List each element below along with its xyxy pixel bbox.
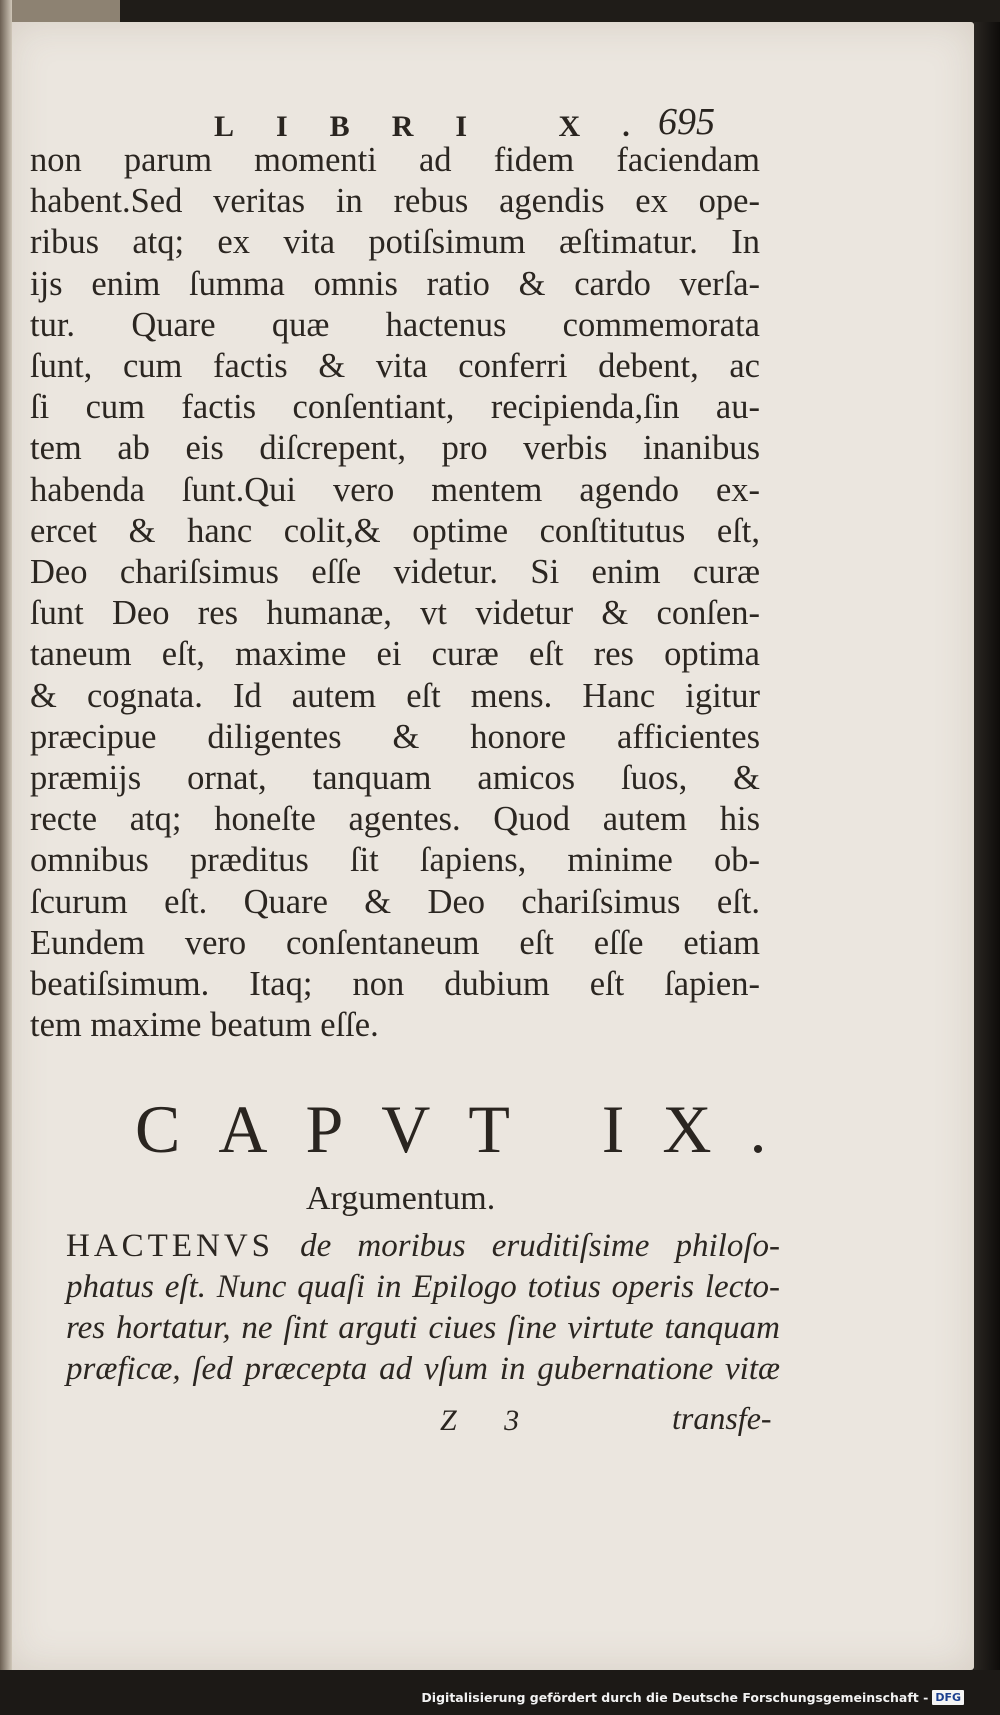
book-cover-edge <box>974 22 1000 1670</box>
text-line: Eundem vero conſentaneum eſt eſſe etiam <box>30 923 760 962</box>
text-line: præmijs ornat, tanquam amicos ſuos, & <box>30 759 760 798</box>
text-line: tur. Quare quæ hactenus commemorata <box>30 305 760 344</box>
page-left-edge <box>0 0 12 1715</box>
text-line: tem maxime beatum eſſe. <box>30 1006 379 1045</box>
text-line: habenda ſunt.Qui vero mentem agendo ex- <box>30 470 760 509</box>
page-tab <box>0 0 120 22</box>
argument-summary <box>66 1226 780 1390</box>
text-line: beatiſsimum. Itaq; non dubium eſt ſapien- <box>30 965 760 1004</box>
page-number: 695 <box>658 101 715 143</box>
page-top-edge <box>0 0 1000 22</box>
text-line: ſunt, cum factis & vita conferri debent, ac <box>30 347 760 386</box>
text-line: ercet & hanc colit,& optime conſtitutus eſt, <box>30 511 760 550</box>
text-line: ribus atq; ex vita potiſsimum æſtimatur. In <box>30 223 760 262</box>
signature-mark: Z 3 <box>440 1404 540 1437</box>
text-line: habent.Sed veritas in rebus agendis ex ope- <box>30 182 760 221</box>
text-line: omnibus præditus ſit ſapiens, minime ob- <box>30 841 760 880</box>
credit-text: Digitalisierung gefördert durch die Deutsche Forschungsgemeinschaft - <box>421 1690 929 1705</box>
initial-caps: HACTENVS <box>66 1228 275 1264</box>
text-line: tem ab eis diſcrepent, pro verbis inanibus <box>30 429 760 468</box>
text-line: Deo chariſsimus eſſe videtur. Si enim curæ <box>30 553 760 592</box>
text-line: recte atq; honeſte agentes. Quod autem his <box>30 800 760 839</box>
dfg-logo: DFG <box>932 1690 964 1705</box>
argument-title: Argumentum. <box>306 1180 496 1217</box>
text-line: ſcurum eſt. Quare & Deo chariſsimus eſt. <box>30 882 760 921</box>
text-line: ſunt Deo res humanæ, vt videtur & conſen- <box>30 594 760 633</box>
text-line: præcipue diligentes & honore afficientes <box>30 717 760 756</box>
argument-line: res hortatur, ne ſint arguti ciues ſine virtute tanquam <box>66 1310 780 1346</box>
text-line: ijs enim ſumma omnis ratio & cardo verſa- <box>30 264 760 303</box>
text-line: ſi cum factis conſentiant, recipienda,ſin au- <box>30 388 760 427</box>
catchword: transfe- <box>672 1400 772 1436</box>
body-text <box>30 140 760 1046</box>
text-line: & cognata. Id autem eſt mens. Hanc igitur <box>30 676 760 715</box>
running-title: LIBRI X. <box>214 110 672 143</box>
argument-line: præficæ, ſed præcepta ad vſum in gubernatione vitæ <box>66 1351 780 1387</box>
argument-line <box>66 1226 780 1267</box>
digitization-credit <box>421 1690 964 1705</box>
argument-line: phatus eſt. Nunc quaſi in Epilogo totius operis lecto- <box>66 1269 780 1305</box>
text-line: non parum momenti ad fidem faciendam <box>30 141 760 179</box>
chapter-heading: CAPVT IX. <box>135 1091 805 1167</box>
text-line: taneum eſt, maxime ei curæ eſt res optima <box>30 635 760 674</box>
argument-line-text: de moribus eruditiſsime philoſo- <box>274 1228 780 1264</box>
